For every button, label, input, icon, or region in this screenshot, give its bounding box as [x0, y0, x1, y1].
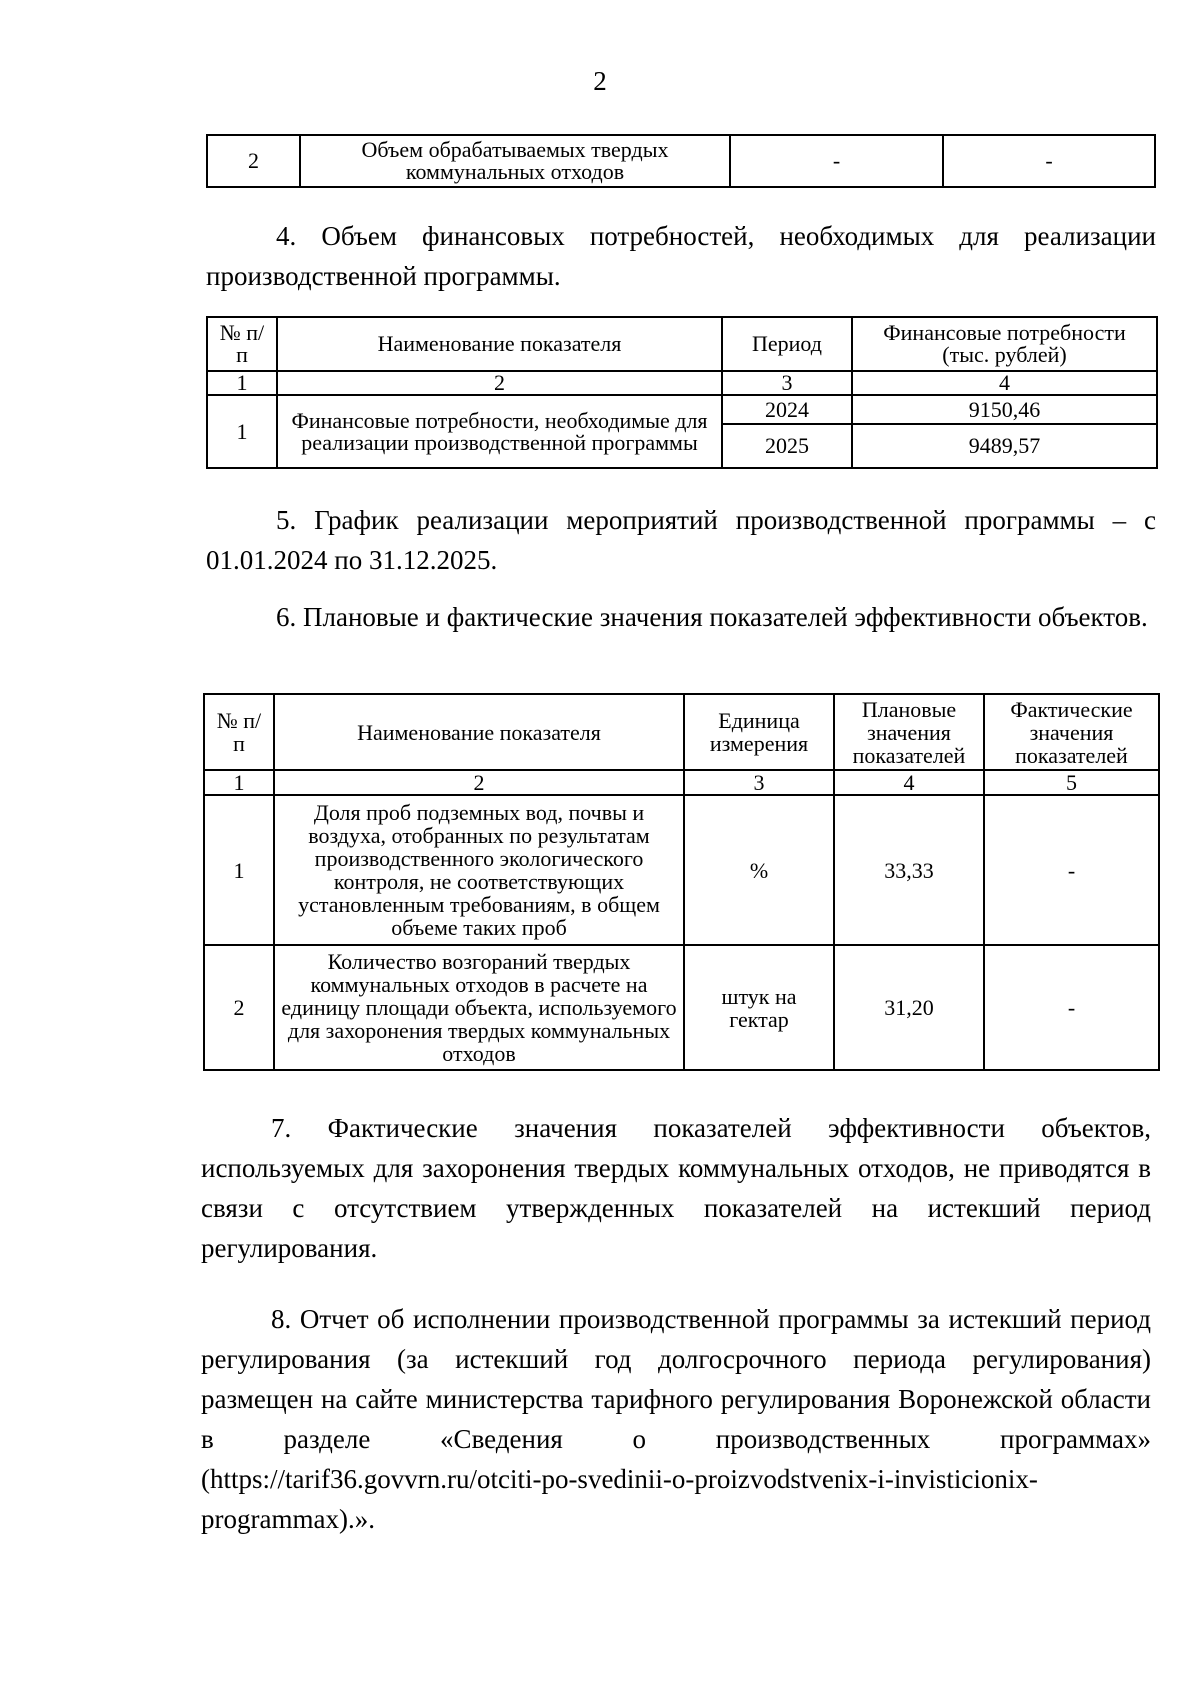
header-row [204, 694, 1159, 770]
column-number: 3 [684, 770, 834, 795]
column-number: 3 [722, 371, 852, 395]
fact-value: - [984, 795, 1159, 945]
row-number: 2 [204, 945, 274, 1070]
header-plan: Плановые значения показателей [834, 694, 984, 770]
header-name: Наименование показателя [274, 694, 684, 770]
value-cell: - [730, 135, 943, 187]
indicator-name: Финансовые потребности, необходимые для реализации производственной программы [277, 395, 722, 468]
header-row [207, 317, 1157, 371]
section-4-text: 4. Объем финансовых потребностей, необходимых для реализации производственной программы. [206, 221, 1156, 291]
value-cell: 9150,46 [852, 395, 1157, 424]
plan-value: 31,20 [834, 945, 984, 1070]
page-number: 2 [593, 66, 607, 96]
volume-table [206, 134, 1156, 188]
indicator-name: Объем обрабатываемых твердых коммунальных отходов [300, 135, 730, 187]
unit-cell: % [684, 795, 834, 945]
header-number: № п/п [207, 317, 277, 371]
header-fact: Фактические значения показателей [984, 694, 1159, 770]
column-numbers-row [204, 770, 1159, 795]
column-numbers-row [207, 371, 1157, 395]
unit-cell: штук на гектар [684, 945, 834, 1070]
plan-value: 33,33 [834, 795, 984, 945]
section-8-text: 8. Отчет об исполнении производственной программы за истекший период регулирования (за истекший год долгосрочного периода регулирования) размещен на сайте министерства тарифного регулирования Воронежской области в разделе «Сведения о производственных программах» (https://tarif36.govvrn.ru/otciti-po-svedinii-o-proizvodstvenix-i-invisticionix-programmax).». [201, 1304, 1151, 1534]
efficiency-table [203, 693, 1160, 1071]
column-number: 1 [204, 770, 274, 795]
section-7-text: 7. Фактические значения показателей эффективности объектов, используемых для захоронения твердых коммунальных отходов, не приводятся в связи с отсутствием утвержденных показателей на истекший период регулирования. [201, 1113, 1151, 1263]
header-needs: Финансовые потребности (тыс. рублей) [852, 317, 1157, 371]
financial-needs-table [206, 316, 1158, 469]
section-5-text: 5. График реализации мероприятий производственной программы – с 01.01.2024 по 31.12.2025. [206, 505, 1156, 575]
table-row [204, 795, 1159, 945]
header-number: № п/п [204, 694, 274, 770]
row-number: 1 [207, 395, 277, 468]
header-period: Период [722, 317, 852, 371]
column-number: 2 [274, 770, 684, 795]
header-name: Наименование показателя [277, 317, 722, 371]
value-cell: 9489,57 [852, 424, 1157, 468]
column-number: 4 [852, 371, 1157, 395]
column-number: 4 [834, 770, 984, 795]
indicator-name: Доля проб подземных вод, почвы и воздуха, отобранных по результатам производственного экологического контроля, не соответствующих установленным требованиям, в общем объеме таких проб [274, 795, 684, 945]
period-cell: 2024 [722, 395, 852, 424]
column-number: 2 [277, 371, 722, 395]
table-row [207, 395, 1157, 424]
value-cell: - [943, 135, 1155, 187]
indicator-name: Количество возгораний твердых коммунальных отходов в расчете на единицу площади объекта, используемого для захоронения твердых коммунальных отходов [274, 945, 684, 1070]
row-number: 2 [207, 135, 300, 187]
table-row [204, 945, 1159, 1070]
section-6-text: 6. Плановые и фактические значения показателей эффективности объектов. [276, 602, 1148, 632]
column-number: 1 [207, 371, 277, 395]
row-number: 1 [204, 795, 274, 945]
fact-value: - [984, 945, 1159, 1070]
column-number: 5 [984, 770, 1159, 795]
period-cell: 2025 [722, 424, 852, 468]
table-row [207, 135, 1155, 187]
header-unit: Единица измерения [684, 694, 834, 770]
